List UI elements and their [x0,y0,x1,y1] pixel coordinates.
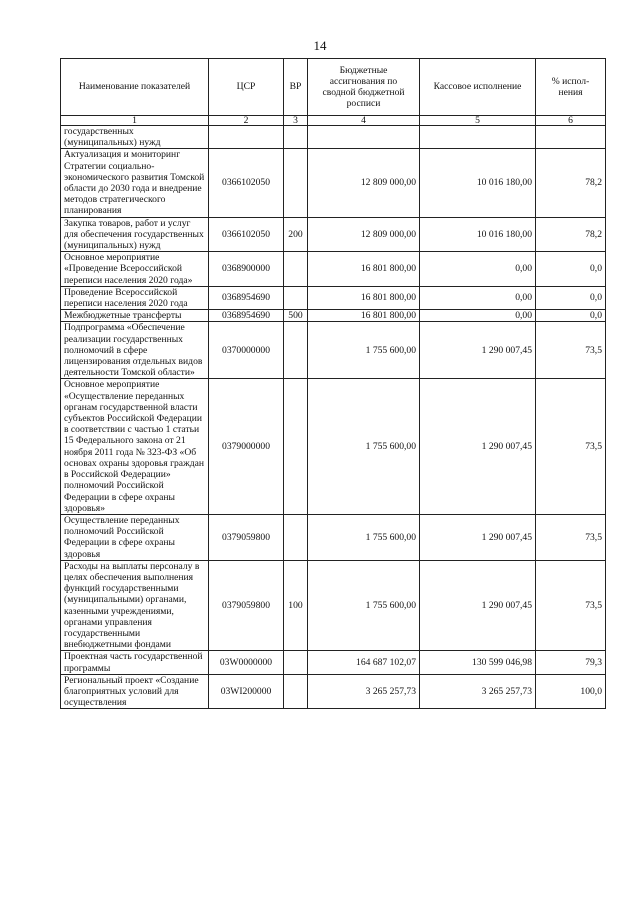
row-budget: 1 755 600,00 [308,379,420,514]
table-row [61,651,606,674]
table-header-row [61,59,606,116]
index-cell: 4 [308,116,420,126]
row-cash: 1 290 007,45 [420,322,536,379]
row-csr: 0379000000 [209,379,284,514]
row-vr [284,322,308,379]
row-name: Межбюджетные трансферты [61,310,209,322]
header-cash: Кассовое исполнение [420,59,536,116]
row-pct: 100,0 [536,674,606,709]
row-csr: 0379059800 [209,514,284,560]
row-cash: 1 290 007,45 [420,560,536,651]
row-cash: 1 290 007,45 [420,514,536,560]
row-name: Закупка товаров, работ и услуг для обеспечения государственных (муниципальных) нужд [61,217,209,252]
row-pct: 73,5 [536,322,606,379]
row-budget: 164 687 102,07 [308,651,420,674]
table-row [61,217,606,252]
row-budget: 1 755 600,00 [308,514,420,560]
row-budget: 1 755 600,00 [308,560,420,651]
row-name: Региональный проект «Создание благоприятных условий для осуществления [61,674,209,709]
table-row [61,674,606,709]
row-csr: 0368900000 [209,252,284,287]
row-vr: 200 [284,217,308,252]
row-cash: 1 290 007,45 [420,379,536,514]
row-budget [308,126,420,149]
index-cell: 2 [209,116,284,126]
row-vr [284,149,308,217]
row-budget: 12 809 000,00 [308,149,420,217]
row-cash: 0,00 [420,286,536,309]
row-cash: 10 016 180,00 [420,217,536,252]
table-row [61,252,606,287]
row-pct: 78,2 [536,217,606,252]
row-cash: 0,00 [420,310,536,322]
row-csr: 0366102050 [209,217,284,252]
table-row [61,126,606,149]
table-row [61,322,606,379]
row-pct: 0,0 [536,286,606,309]
row-name: Расходы на выплаты персоналу в целях обеспечения выполнения функций государственными (муниципальными) органами, казенными учреждениями, органами управления государственными внебюджетными фондами [61,560,209,651]
table-row [61,149,606,217]
header-pct: % испол-нения [536,59,606,116]
page-number: 14 [313,38,327,53]
row-cash: 130 599 046,98 [420,651,536,674]
table-row [61,310,606,322]
row-name: Актуализация и мониторинг Стратегии социально-экономического развития Томской области до 2030 года и внедрение методов стратегического планирования [61,149,209,217]
row-csr: 0368954690 [209,286,284,309]
row-vr: 100 [284,560,308,651]
header-name: Наименование показателей [61,59,209,116]
row-vr [284,674,308,709]
row-csr: 0368954690 [209,310,284,322]
row-pct: 73,5 [536,379,606,514]
row-name: Подпрограмма «Обеспечение реализации государственных полномочий в сфере лицензирования отдельных видов деятельности Томской области» [61,322,209,379]
row-name: Осуществление переданных полномочий Российской Федерации в сфере охраны здоровья [61,514,209,560]
budget-execution-table [60,58,606,709]
row-budget: 1 755 600,00 [308,322,420,379]
row-name: государственных (муниципальных) нужд [61,126,209,149]
row-vr [284,379,308,514]
row-csr: 03W0000000 [209,651,284,674]
row-cash: 0,00 [420,252,536,287]
header-vr: ВР [284,59,308,116]
row-name: Проектная часть государственной программы [61,651,209,674]
row-vr [284,286,308,309]
row-budget: 12 809 000,00 [308,217,420,252]
row-budget: 16 801 800,00 [308,252,420,287]
row-vr [284,252,308,287]
row-pct: 79,3 [536,651,606,674]
header-csr: ЦСР [209,59,284,116]
row-name: Основное мероприятие «Проведение Всероссийской переписи населения 2020 года» [61,252,209,287]
row-vr [284,514,308,560]
row-cash [420,126,536,149]
row-pct: 0,0 [536,310,606,322]
row-vr: 500 [284,310,308,322]
row-budget: 3 265 257,73 [308,674,420,709]
index-cell: 1 [61,116,209,126]
row-vr [284,651,308,674]
row-pct: 0,0 [536,252,606,287]
row-pct: 73,5 [536,514,606,560]
table-row [61,514,606,560]
row-csr: 03WI200000 [209,674,284,709]
table-row [61,560,606,651]
index-cell: 5 [420,116,536,126]
row-csr: 0370000000 [209,322,284,379]
row-cash: 3 265 257,73 [420,674,536,709]
row-csr [209,126,284,149]
row-cash: 10 016 180,00 [420,149,536,217]
row-pct [536,126,606,149]
index-cell: 3 [284,116,308,126]
table-row [61,379,606,514]
row-name: Основное мероприятие «Осуществление переданных органам государственной власти субъектов Российской Федерации в соответствии с частью 1 статьи 15 Федерального закона от 21 ноября 2011 года № 323-ФЗ «Об основах охраны здоровья граждан в Российской Федерации» полномочий Российской Федерации в сфере охраны здоровья» [61,379,209,514]
row-pct: 73,5 [536,560,606,651]
column-index-row [61,116,606,126]
row-name: Проведение Всероссийской переписи населения 2020 года [61,286,209,309]
row-budget: 16 801 800,00 [308,286,420,309]
table-row [61,286,606,309]
row-csr: 0366102050 [209,149,284,217]
row-pct: 78,2 [536,149,606,217]
row-csr: 0379059800 [209,560,284,651]
row-vr [284,126,308,149]
row-budget: 16 801 800,00 [308,310,420,322]
index-cell: 6 [536,116,606,126]
header-budget: Бюджетные ассигнования по сводной бюджетной росписи [308,59,420,116]
